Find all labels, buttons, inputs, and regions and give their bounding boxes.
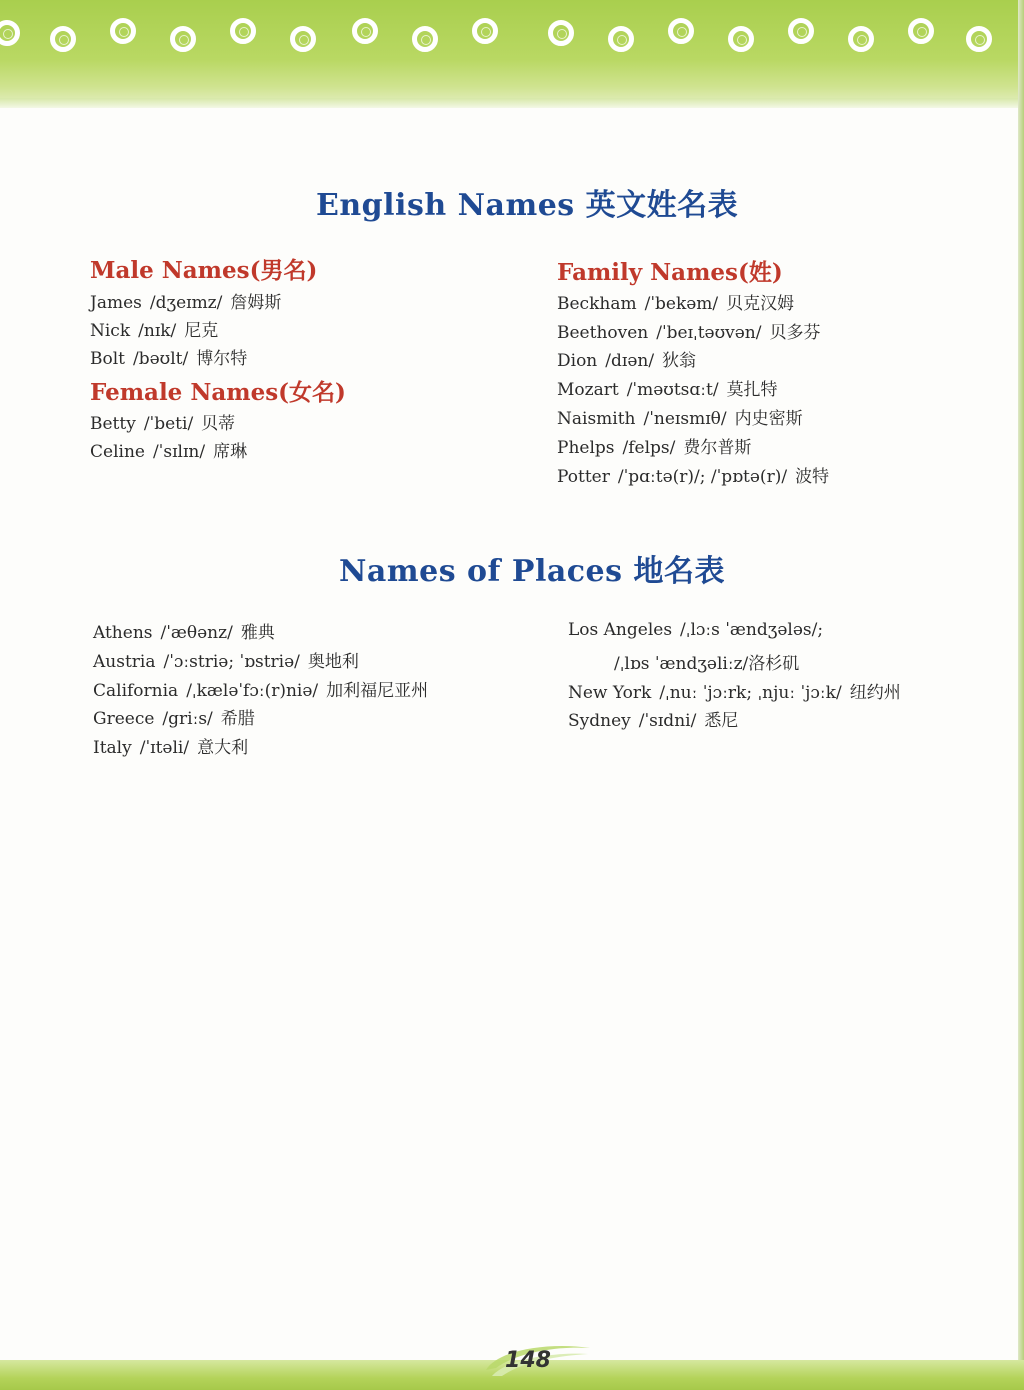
entry-name: Sydney	[568, 711, 631, 731]
list-item	[568, 620, 831, 640]
entry-chinese: 悉尼	[704, 711, 739, 731]
entry-phonetic: /ˈɪtəli/	[139, 738, 190, 758]
ring-decoration	[50, 26, 76, 52]
list-item	[93, 733, 248, 758]
entry-chinese: 奥地利	[307, 652, 359, 672]
female-names-heading: Female Names(女名)	[90, 379, 346, 406]
page-edge	[1018, 0, 1024, 1390]
ring-decoration	[966, 26, 992, 52]
entry-name: Beethoven	[557, 323, 649, 343]
entry-phonetic: /ˈpɑːtə(r)/; /ˈpɒtə(r)/	[617, 467, 788, 487]
entry-name: Italy	[93, 738, 132, 758]
entry-phonetic: /ˈməʊtsɑːt/	[626, 380, 719, 400]
entry-name: Dion	[557, 351, 598, 371]
entry-chinese: 博尔特	[196, 349, 248, 369]
entry-phonetic: /ˈsɪlɪn/	[152, 442, 206, 462]
entry-phonetic: /ˈbekəm/	[644, 294, 719, 314]
ring-decoration	[548, 20, 574, 46]
ring-decoration	[848, 26, 874, 52]
entry-name: Austria	[93, 652, 156, 672]
entry-name: Naismith	[557, 409, 636, 429]
entry-phonetic: /ˈsɪdni/	[638, 711, 697, 731]
list-item	[557, 346, 696, 371]
entry-phonetic: /ˌnuː ˈjɔːrk; ˌnjuː ˈjɔːk/	[659, 683, 842, 703]
entry-phonetic: /dʒeɪmz/	[149, 293, 223, 313]
entry-name: Nick	[90, 321, 131, 341]
list-item	[568, 678, 901, 703]
entry-chinese: 加利福尼亚州	[326, 681, 429, 701]
entry-chinese: 洛杉矶	[748, 654, 800, 674]
entry-name: Athens	[93, 623, 153, 643]
entry-phonetic: /ˌlɒs ˈændʒəliːz/	[614, 654, 749, 674]
entry-name: Celine	[90, 442, 145, 462]
entry-chinese: 贝多芬	[769, 323, 821, 343]
entry-chinese: 贝克汉姆	[726, 294, 795, 314]
list-item	[557, 462, 829, 487]
entry-name: New York	[568, 683, 652, 703]
ring-decoration	[0, 20, 20, 46]
list-item	[90, 409, 235, 434]
ring-decoration	[788, 18, 814, 44]
list-item	[90, 288, 281, 313]
ring-decoration	[290, 26, 316, 52]
page-number-badge	[478, 1336, 598, 1386]
list-item	[90, 316, 218, 341]
entry-chinese: 纽约州	[849, 683, 901, 703]
entry-name: Los Angeles	[568, 620, 673, 640]
list-item	[557, 375, 778, 400]
entry-chinese: 波特	[795, 467, 830, 487]
top-decorative-band	[0, 0, 1024, 108]
entry-name: Phelps	[557, 438, 615, 458]
ring-decoration	[608, 26, 634, 52]
ring-decoration	[230, 18, 256, 44]
ring-decoration	[110, 18, 136, 44]
ring-decoration	[728, 26, 754, 52]
ring-decoration	[170, 26, 196, 52]
list-item	[557, 404, 803, 429]
entry-phonetic: /ˈæθənz/	[160, 623, 233, 643]
list-item	[568, 706, 738, 731]
entry-name: Mozart	[557, 380, 619, 400]
list-item	[557, 289, 794, 314]
entry-chinese: 雅典	[240, 623, 275, 643]
ring-decoration	[668, 18, 694, 44]
entry-chinese: 莫扎特	[726, 380, 778, 400]
list-item	[90, 344, 247, 369]
ring-decoration	[908, 18, 934, 44]
male-names-heading: Male Names(男名)	[90, 257, 318, 284]
entry-name: Betty	[90, 414, 136, 434]
entry-chinese: 席琳	[213, 442, 248, 462]
entry-phonetic: /ˈbeɪˌtəʊvən/	[656, 323, 762, 343]
english-names-title: English Names 英文姓名表	[316, 188, 739, 223]
list-item	[93, 618, 275, 643]
entry-phonetic: /ˌlɔːs ˈændʒələs/;	[680, 620, 824, 640]
entry-chinese: 意大利	[197, 738, 249, 758]
list-item	[614, 649, 799, 674]
entry-chinese: 内史密斯	[734, 409, 803, 429]
entry-phonetic: /bəʊlt/	[133, 349, 189, 369]
entry-phonetic: /ˈneɪsmɪθ/	[643, 409, 727, 429]
list-item	[90, 437, 247, 462]
list-item	[93, 676, 428, 701]
entry-phonetic: /felps/	[622, 438, 676, 458]
entry-phonetic: /ˌkæləˈfɔː(r)niə/	[186, 681, 319, 701]
entry-chinese: 希腊	[220, 709, 255, 729]
entry-phonetic: /ˈbeti/	[143, 414, 194, 434]
entry-name: California	[93, 681, 179, 701]
band-edge	[0, 98, 1024, 108]
entry-phonetic: /ˈɔːstriə; ˈɒstriə/	[163, 652, 300, 672]
family-names-heading: Family Names(姓)	[557, 259, 783, 286]
entry-phonetic: /nɪk/	[138, 321, 177, 341]
ring-decoration	[472, 18, 498, 44]
ring-decoration	[352, 18, 378, 44]
entry-chinese: 狄翁	[662, 351, 697, 371]
places-title: Names of Places 地名表	[339, 554, 725, 589]
list-item	[93, 704, 255, 729]
entry-name: James	[90, 293, 142, 313]
entry-chinese: 费尔普斯	[683, 438, 752, 458]
entry-chinese: 詹姆斯	[230, 293, 282, 313]
entry-name: Beckham	[557, 294, 637, 314]
entry-name: Bolt	[90, 349, 125, 369]
entry-chinese: 贝蒂	[201, 414, 236, 434]
list-item	[557, 433, 751, 458]
entry-chinese: 尼克	[184, 321, 219, 341]
entry-phonetic: /griːs/	[162, 709, 213, 729]
ring-decoration	[412, 26, 438, 52]
entry-phonetic: /dɪən/	[605, 351, 655, 371]
page-number: 148	[505, 1348, 551, 1373]
list-item	[93, 647, 359, 672]
list-item	[557, 318, 820, 343]
entry-name: Greece	[93, 709, 155, 729]
entry-name: Potter	[557, 467, 610, 487]
